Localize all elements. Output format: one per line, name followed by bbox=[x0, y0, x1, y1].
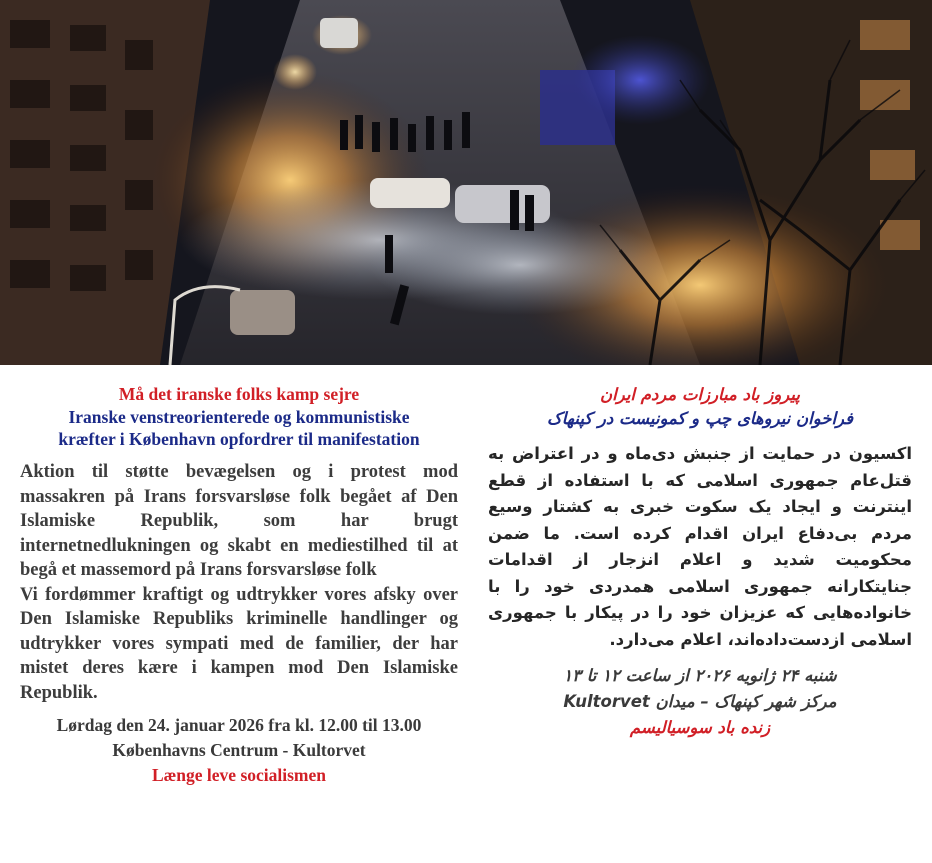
persian-place: مرکز شهر کپنهاک – میدان Kultorvet bbox=[563, 692, 837, 711]
danish-footer bbox=[20, 713, 458, 788]
persian-body: اکسیون در حمایت از جنبش دی‌ماه و در اعتراض به قتل‌عام جمهوری اسلامی که با استفاده از قطع اینترنت و ایجاد یک سکوت خبری به کشتار وسیع مردم بی‌دفاع ایران اقدام کرده است. ما ضمن محکومیت شدید و اعلام انزجار از اقدامات جنایتکارانه جمهوری اسلامی همدردی خود را با خانواده‌هایی که عزیزان خود را در پیکار با جمهوری اسلامی ازدست‌داده‌اند، اعلام می‌دارد. bbox=[488, 444, 912, 649]
persian-footer bbox=[488, 663, 912, 741]
danish-subtitle-line2: kræfter i København opfordrer til manifestation bbox=[58, 429, 420, 449]
danish-slogan: Længe leve socialismen bbox=[151, 765, 326, 785]
danish-body bbox=[20, 460, 458, 705]
danish-column bbox=[20, 383, 458, 788]
persian-title: پیروز باد مبارزات مردم ایران bbox=[600, 385, 800, 404]
danish-date-time: Lørdag den 24. januar 2026 fra kl. 12.00 til 13.00 bbox=[56, 715, 422, 735]
danish-title: Må det iranske folks kamp sejre bbox=[118, 384, 360, 404]
persian-column bbox=[488, 383, 912, 741]
persian-date-time: شنبه ۲۴ ژانویه ۲۰۲۶ از ساعت ۱۲ تا ۱۳ bbox=[563, 666, 837, 685]
street-protest-photo bbox=[0, 0, 932, 365]
danish-subtitle-line1: Iranske venstreorienterede og kommunistiske bbox=[68, 407, 410, 427]
persian-subtitle: فراخوان نیروهای چپ و کمونیست در کپنهاک bbox=[546, 409, 854, 428]
persian-slogan: زنده باد سوسیالیسم bbox=[629, 718, 771, 737]
protest-photo bbox=[0, 0, 932, 365]
danish-body-paragraph-1: Aktion til støtte bevægelsen og i protest mod massakren på Irans forsvarsløse folk begået af Den Islamiske Republik, som har brugt internetnedlukningen og skabt en mediestilhed til at begå et massemord på Irans forsvarsløse folk bbox=[20, 462, 458, 580]
danish-body-paragraph-2: Vi fordømmer kraftigt og udtrykker vores afsky over Den Islamiske Republiks kriminelle handlinger og udtrykker vores sympati med de familier, der har mistet deres kære i kampen mod Den Islamiske Republik. bbox=[20, 584, 458, 703]
danish-place: Københavns Centrum - Kultorvet bbox=[112, 740, 366, 760]
